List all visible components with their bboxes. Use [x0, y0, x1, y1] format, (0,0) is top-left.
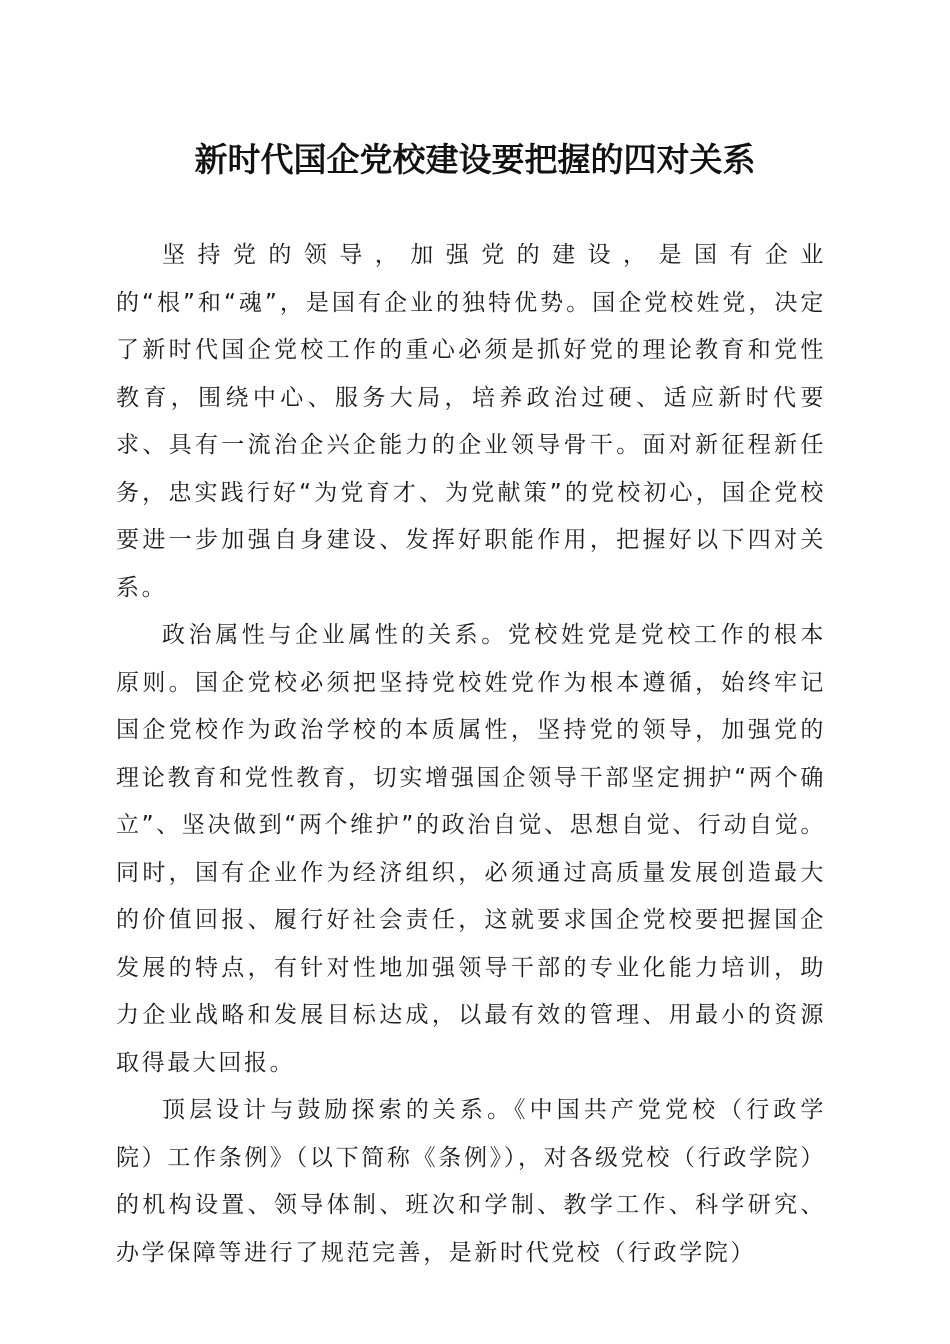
paragraph-intro: 坚持党的领导，加强党的建设，是国有企业的“根”和“魂”，是国有企业的独特优势。国企党校姓党，决定了新时代国企党校工作的重心必须是抓好党的理论教育和党性教育，围绕中心、服务大局，培养政治过硬、适应新时代要求、具有一流治企兴企能力的企业领导骨干。面对新征程新任务，忠实践行好“为党育才、为党献策”的党校初心，国企党校要进一步加强自身建设、发挥好职能作用，把握好以下四对关系。 — [116, 242, 826, 601]
paragraph-political-vs-enterprise: 政治属性与企业属性的关系。党校姓党是党校工作的根本原则。国企党校必须把坚持党校姓党作为根本遵循，始终牢记国企党校作为政治学校的本质属性，坚持党的领导，加强党的理论教育和党性教育，切实增强国企领导干部坚定拥护“两个确立”、坚决做到“两个维护”的政治自觉、思想自觉、行动自觉。同时，国有企业作为经济组织，必须通过高质量发展创造最大的价值回报、履行好社会责任，这就要求国企党校要把握国企发展的特点，有针对性地加强领导干部的专业化能力培训，助力企业战略和发展目标达成，以最有效的管理、用最小的资源取得最大回报。 — [116, 622, 826, 1076]
document-title: 新时代国企党校建设要把握的四对关系 — [194, 140, 756, 179]
document-body — [116, 232, 826, 1277]
paragraph-top-design-vs-exploration: 顶层设计与鼓励探索的关系。《中国共产党党校（行政学院）工作条例》（以下简称《条例》），对各级党校（行政学院）的机构设置、领导体制、班次和学制、教学工作、科学研究、办学保障等进行了规范完善，是新时代党校（行政学院） — [116, 1097, 826, 1266]
